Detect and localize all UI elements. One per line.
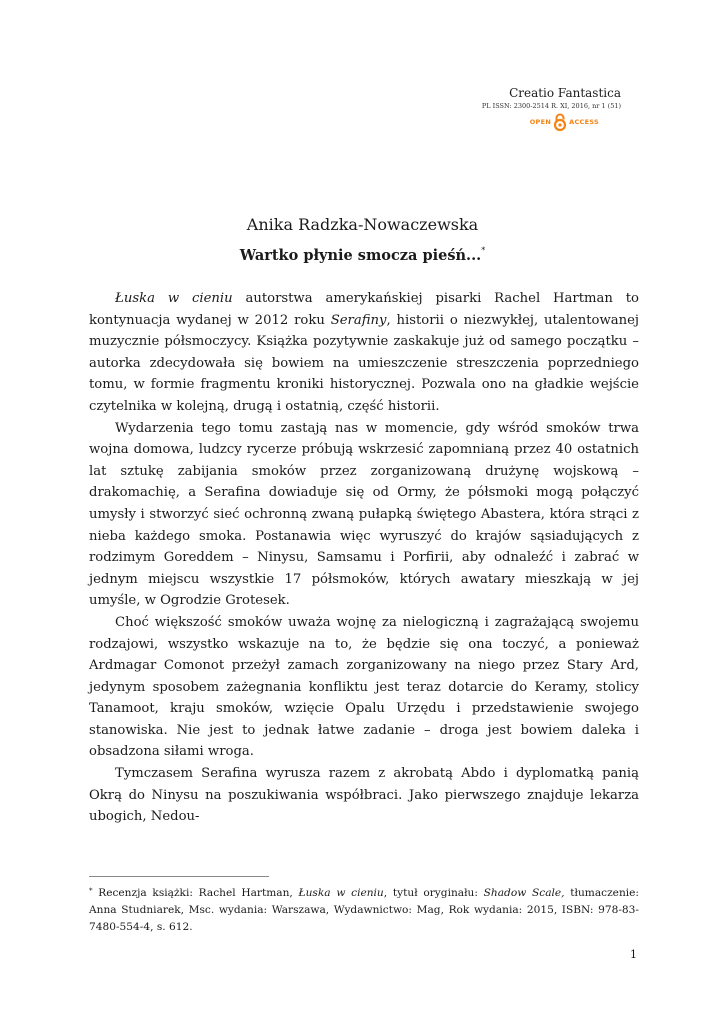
- text-run: autorstwa amerykańskiej pisarki Rachel Hartman to kontynuacja wydanej w 2012 roku: [89, 291, 639, 328]
- italic-text: Shadow Scale,: [483, 887, 565, 899]
- text-run: Tymczasem Serafina wyrusza razem z akrobatą Abdo i dyplomatką panią Okrą do Ninysu na poszukiwania współbraci. Jako pierwszego znajduje lekarza ubogich, Nedou-: [89, 766, 639, 825]
- journal-header: [381, 86, 621, 131]
- article-body: [89, 288, 639, 828]
- page-number: 1: [630, 948, 637, 961]
- footnote-divider: [89, 876, 269, 877]
- italic-text: Łuska w cieniu: [298, 887, 384, 899]
- article-title: [0, 245, 725, 267]
- text-run: , tytuł oryginału:: [383, 887, 484, 899]
- footnote-text: [89, 887, 639, 933]
- open-access-right-label: ACCESS: [569, 118, 599, 126]
- open-access-left-label: OPEN: [529, 118, 552, 126]
- italic-text: Łuska w cieniu: [115, 291, 233, 306]
- title-footnote-mark: *: [481, 246, 486, 255]
- footnote-mark: *: [89, 887, 93, 895]
- text-run: Wydarzenia tego tomu zastają nas w momencie, gdy wśród smoków trwa wojna domowa, ludzcy rycerze próbują wskrzesić zapomnianą przez 40 ostatnich lat sztukę zabijania smoków przez zorganizowaną drużynę wojskową – drakomachię, a Serafina dowiaduje się od Ormy, że półsmoki mogą połączyć umysły i stworzyć sieć ochronną zwaną pułapką świętego Abastera, która strąci z nieba każdego smoka. Postanawia więc wyruszyć do krajów sąsiadujących z rodzimym Goreddem – Ninysu, Samsamu i Porfirii, aby odnaleźć i zabrać w jednym miejscu wszystkie 17 półsmoków, których awatary mieszkają w jej umyśle, w Ogrodzie Grotesek.: [89, 420, 639, 609]
- body-paragraph: [89, 612, 639, 763]
- text-run: Recenzja książki: Rachel Hartman,: [92, 887, 299, 899]
- author-name: Anika Radzka-Nowaczewska: [246, 215, 479, 234]
- text-run: , historii o niezwykłej, utalentowanej muzycznie półsmoczycy. Książka pozytywnie zaskakuje już od samego początku – autorka zdecydowała się bowiem na umieszczenie streszczenia poprzedniego tomu, w formie fragmentu kroniki historycznej. Pozwala ono na gładkie wejście czytelnika w kolejną, drugą i ostatnią, część historii.: [89, 312, 640, 414]
- body-paragraph: [89, 288, 639, 418]
- body-paragraph: [89, 418, 639, 612]
- open-access-logo: [381, 113, 599, 131]
- text-run: tłumaczenie: Anna Studniarek, Msc. wydania: Warszawa, Wydawnictwo: Mag, Rok wydania: 2015, ISBN: 978-83-7480-554-4, s. 612.: [89, 887, 639, 933]
- open-access-lock-icon: [553, 113, 567, 131]
- body-paragraph: [89, 763, 639, 828]
- italic-text: Serafiny: [330, 312, 387, 328]
- article-title-text: Wartko płynie smocza pieśń...: [239, 247, 482, 264]
- footnote: [89, 885, 639, 936]
- journal-title: Creatio Fantastica: [509, 86, 621, 100]
- text-run: Choć większość smoków uważa wojnę za nielogiczną i zagrażającą swojemu rodzajowi, wszystko wskazuje na to, że będzie się ona toczyć, a ponieważ Ardmagar Comonot przeżył zamach zorganizowany na niego przez Stary Ard, jedynym sposobem zażegnania konfliktu jest teraz dotarcie do Keramy, stolicy Tanamoot, kraju smoków, wzięcie Opalu Urzędu i przedstawienie swojego stanowiska. Nie jest to jednak łatwe zadanie – droga jest bowiem daleka i obsadzona siłami wroga.: [89, 614, 639, 760]
- journal-issn: PL ISSN: 2300-2514 R. XI, 2016, nr 1 (51): [481, 102, 621, 110]
